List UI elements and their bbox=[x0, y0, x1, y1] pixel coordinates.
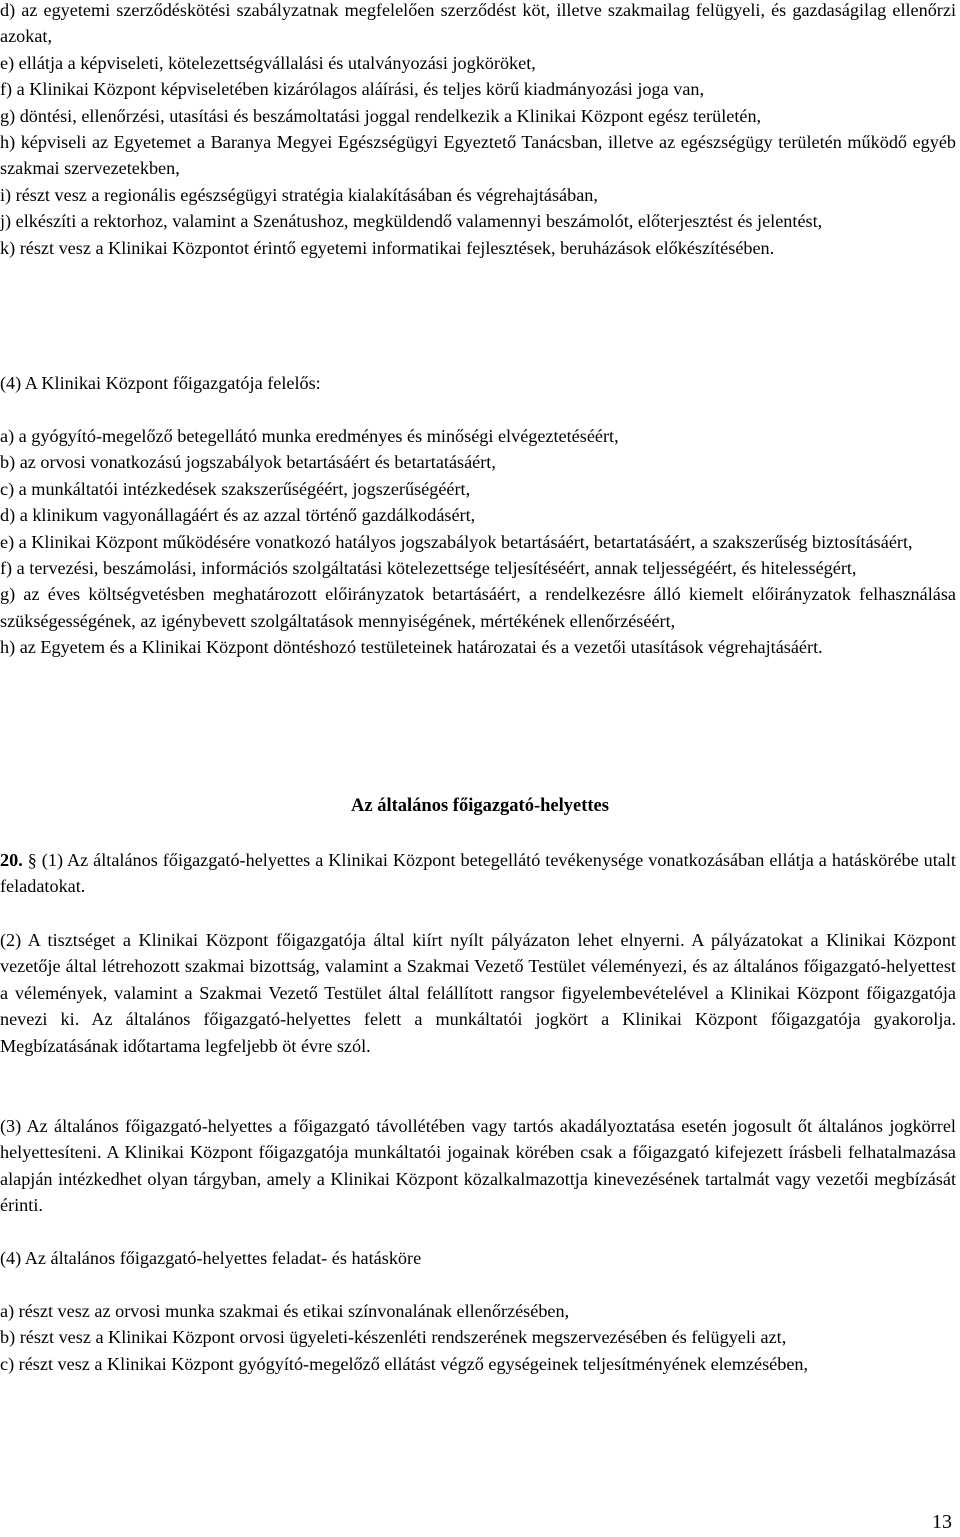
list-item-d: d) az egyetemi szerződéskötési szabályzatnak megfelelően szerződést köt, illetve szakmailag felügyeli, és gazdaságilag ellenőrzi azokat, bbox=[0, 0, 956, 47]
section-20-paragraph-1 bbox=[0, 847, 956, 900]
list-item-e: e) a Klinikai Központ működésére vonatkozó hatályos jogszabályok betartásáért, betartatásáért, a szakszerűség biztosításáért, bbox=[0, 531, 913, 552]
section-20-paragraph-3 bbox=[0, 1113, 956, 1219]
list-item-d: d) a klinikum vagyonállagáért és az azzal történő gazdálkodásért, bbox=[0, 505, 476, 526]
section-4-intro-text: (4) A Klinikai Központ főigazgatója felelős: bbox=[0, 373, 321, 393]
list-item-e: e) ellátja a képviseleti, kötelezettségvállalási és utalványozási jogköröket, bbox=[0, 52, 536, 73]
list-item-j: j) elkészíti a rektorhoz, valamint a Szenátushoz, megküldendő valamennyi beszámolót, előterjesztést és jelentést, bbox=[0, 211, 823, 232]
page-number: 13 bbox=[932, 1511, 952, 1533]
paragraph-3: (3) Az általános főigazgató-helyettes a főigazgató távollétében vagy tartós akadályoztatása esetén jogosult őt általános jogkörrel helyettesíteni. A Klinikai Központ főigazgatója munkáltatói jogainak körében csak a főigazgató kifejezett írásbeli felhatalmazása alapján intézkedhet olyan tárgyban, amely a Klinikai Központ közalkalmazottja kinevezésének tartalmát vagy vezetői megbízását érinti. bbox=[0, 1116, 956, 1216]
section-20-paragraph-4 bbox=[0, 1245, 956, 1271]
list-item-b: b) részt vesz a Klinikai Központ orvosi ügyeleti-készenléti rendszerének megszervezésében és felügyeli azt, bbox=[0, 1327, 787, 1348]
section-4-list bbox=[0, 423, 956, 661]
list-item-f: f) a Klinikai Központ képviseletében kizárólagos aláírási, és teljes körű kiadmányozási joga van, bbox=[0, 79, 705, 100]
paragraph-4: (4) Az általános főigazgató-helyettes feladat- és hatásköre bbox=[0, 1248, 422, 1268]
paragraph-1 bbox=[0, 847, 956, 900]
paragraph-2: (2) A tisztséget a Klinikai Központ főigazgatója által kiírt nyílt pályázaton lehet elnyerni. A pályázatokat a Klinikai Központ vezetője által létrehozott szakmai bizottság, valamint a Szakmai Vezető Testület véleményezi, és az általános főigazgató-helyettest a vélemények, valamint a Szakmai Vezető Testület által felállított rangsor figyelembevételével a Klinikai Központ főigazgatója nevezi ki. Az általános főigazgató-helyettes felett a munkáltatói jogkört a Klinikai Központ főigazgatója gyakorolja. Megbízatásának időtartama legfeljebb öt évre szól. bbox=[0, 930, 956, 1056]
paragraph-1-text: § (1) Az általános főigazgató-helyettes a Klinikai Központ betegellátó tevékenysége vonatkozásában ellátja a hatáskörébe utalt feladatokat. bbox=[0, 850, 956, 897]
section-4-intro bbox=[0, 370, 956, 396]
list-item-b: b) az orvosi vonatkozású jogszabályok betartásáért és betartatásáért, bbox=[0, 452, 496, 473]
list-item-k: k) részt vesz a Klinikai Központot érintő egyetemi informatikai fejlesztések, beruházások előkészítésében. bbox=[0, 237, 775, 258]
list-item-f: f) a tervezési, beszámolási, információs szolgáltatási kötelezettsége teljesítéséért, annak teljességéért, és hitelességért, bbox=[0, 558, 857, 579]
list-item-a: a) a gyógyító-megelőző betegellátó munka eredményes és minőségi elvégeztetéséért, bbox=[0, 426, 619, 446]
list-item-a: a) részt vesz az orvosi munka szakmai és etikai színvonalának ellenőrzésében, bbox=[0, 1301, 570, 1321]
list-item-h: h) az Egyetem és a Klinikai Központ döntéshozó testületeinek határozatai és a vezetői utasítások végrehajtásáért. bbox=[0, 637, 823, 658]
list-item-g: g) az éves költségvetésben meghatározott előirányzatok betartásáért, a rendelkezésre álló kiemelt előirányzatok felhasználása szükségességének, az igénybevett szolgáltatások mennyiségének, mértékének ellenőrzéséért, bbox=[0, 584, 956, 631]
section-heading: Az általános főigazgató-helyettes bbox=[351, 796, 609, 816]
section-number: 20. bbox=[0, 850, 23, 870]
list-item-g: g) döntési, ellenőrzési, utasítási és beszámoltatási joggal rendelkezik a Klinikai Központ egész területén, bbox=[0, 105, 762, 126]
list-item-c: c) részt vesz a Klinikai Központ gyógyító-megelőző ellátást végző egységeinek teljesítményének elemzésében, bbox=[0, 1353, 809, 1374]
list-item-c: c) a munkáltatói intézkedések szakszerűségéért, jogszerűségéért, bbox=[0, 478, 471, 499]
list-item-h: h) képviseli az Egyetemet a Baranya Megyei Egészségügyi Egyeztető Tanácsban, illetve az egészségügy területén működő egyéb szakmai szervezetekben, bbox=[0, 132, 956, 179]
list-responsibilities-continued bbox=[0, 0, 956, 261]
list-item-i: i) részt vesz a regionális egészségügyi stratégia kialakításában és végrehajtásában, bbox=[0, 184, 598, 205]
section-20-paragraph-2 bbox=[0, 927, 956, 1059]
section-20-list bbox=[0, 1298, 956, 1377]
